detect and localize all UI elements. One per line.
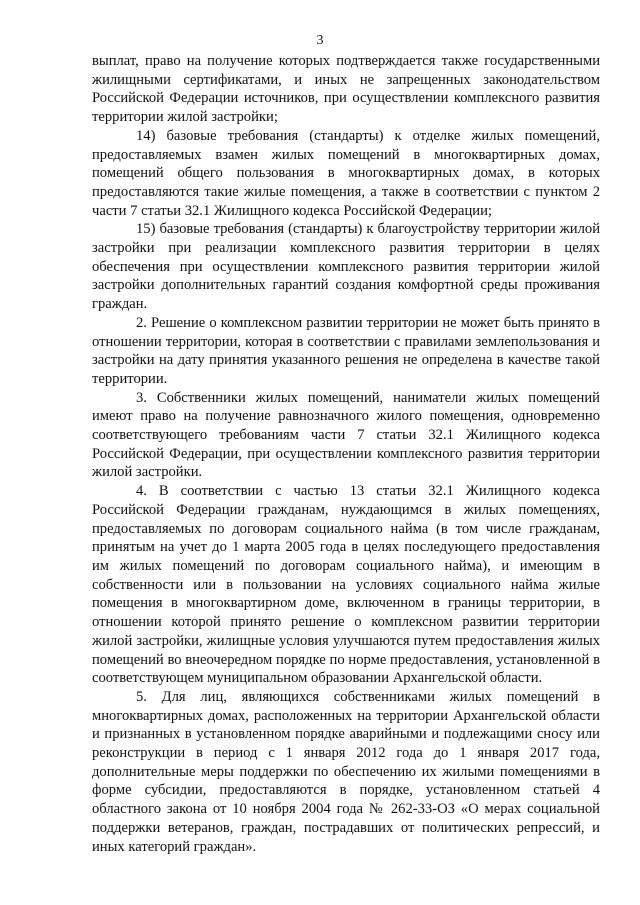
paragraph-section-3: 3. Собственники жилых помещений, наниматели жилых помещений имеют право на получение равнозначного жилого помещения, одновременно соответствующего требованиям части 7 статьи 32.1 Жилищного кодекса Российской Федерации, при осуществлении комплексного развития территории жилой застройки. bbox=[92, 389, 600, 481]
paragraph-section-5: 5. Для лиц, являющихся собственниками жилых помещений в многоквартирных домах, расположенных на территории Архангельской области и признанных в установленном порядке аварийными и подлежащими сносу или реконструкции в период с 1 января 2012 года до 1 января 2017 года, дополнительные меры поддержки по обеспечению их жилыми помещениями в форме субсидии, предоставляются в порядке, установленном статьей 4 областного закона от 10 ноября 2004 года № 262-33-ОЗ «О мерах социальной поддержки ветеранов, граждан, пострадавших от политических репрессий, и иных категорий граждан». bbox=[92, 688, 600, 855]
paragraph-section-4: 4. В соответствии с частью 13 статьи 32.1 Жилищного кодекса Российской Федерации гражданам, нуждающимся в жилых помещениях, предоставляемых по договорам социального найма (в том числе гражданам, принятым на учет до 1 марта 2005 года в целях последующего предоставления им жилых помещений по договорам социального найма), и имеющим в собственности или в пользовании на условиях социального найма жилые помещения в многоквартирном доме, включенном в границы территории, в отношении которой принято решение о комплексном развитии территории жилой застройки, жилищные условия улучшаются путем предоставления жилых помещений во внеочередном порядке по норме предоставления, установленной в соответствующем муниципальном образовании Архангельской области. bbox=[92, 483, 600, 687]
paragraph-continuation: выплат, право на получение которых подтверждается также государственными жилищными сертификатами, и иных не запрещенных законодательством Российской Федерации источников, при осуществлении комплексного развития территории жилой застройки; bbox=[92, 53, 600, 126]
paragraph-section-2: 2. Решение о комплексном развитии территории не может быть принято в отношении территории, которая в соответствии с правилами землепользования и застройки на дату принятия указанного решения не определена в качестве такой территории. bbox=[92, 314, 600, 387]
page-number: 3 bbox=[316, 33, 324, 48]
document-body bbox=[92, 52, 600, 856]
paragraph-item-14: 14) базовые требования (стандарты) к отделке жилых помещений, предоставляемых взамен жилых помещений в многоквартирных домах, помещений общего пользования в многоквартирных домах, в которых предоставляются такие жилые помещения, а также в соответствии с пунктом 2 части 7 статьи 32.1 Жилищного кодекса Российской Федерации; bbox=[92, 127, 600, 219]
paragraph-item-15: 15) базовые требования (стандарты) к благоустройству территории жилой застройки при реализации комплексного развития территории в целях обеспечения при осуществлении комплексного развития территории жилой застройки дополнительных гарантий создания комфортной среды проживания граждан. bbox=[92, 221, 600, 313]
